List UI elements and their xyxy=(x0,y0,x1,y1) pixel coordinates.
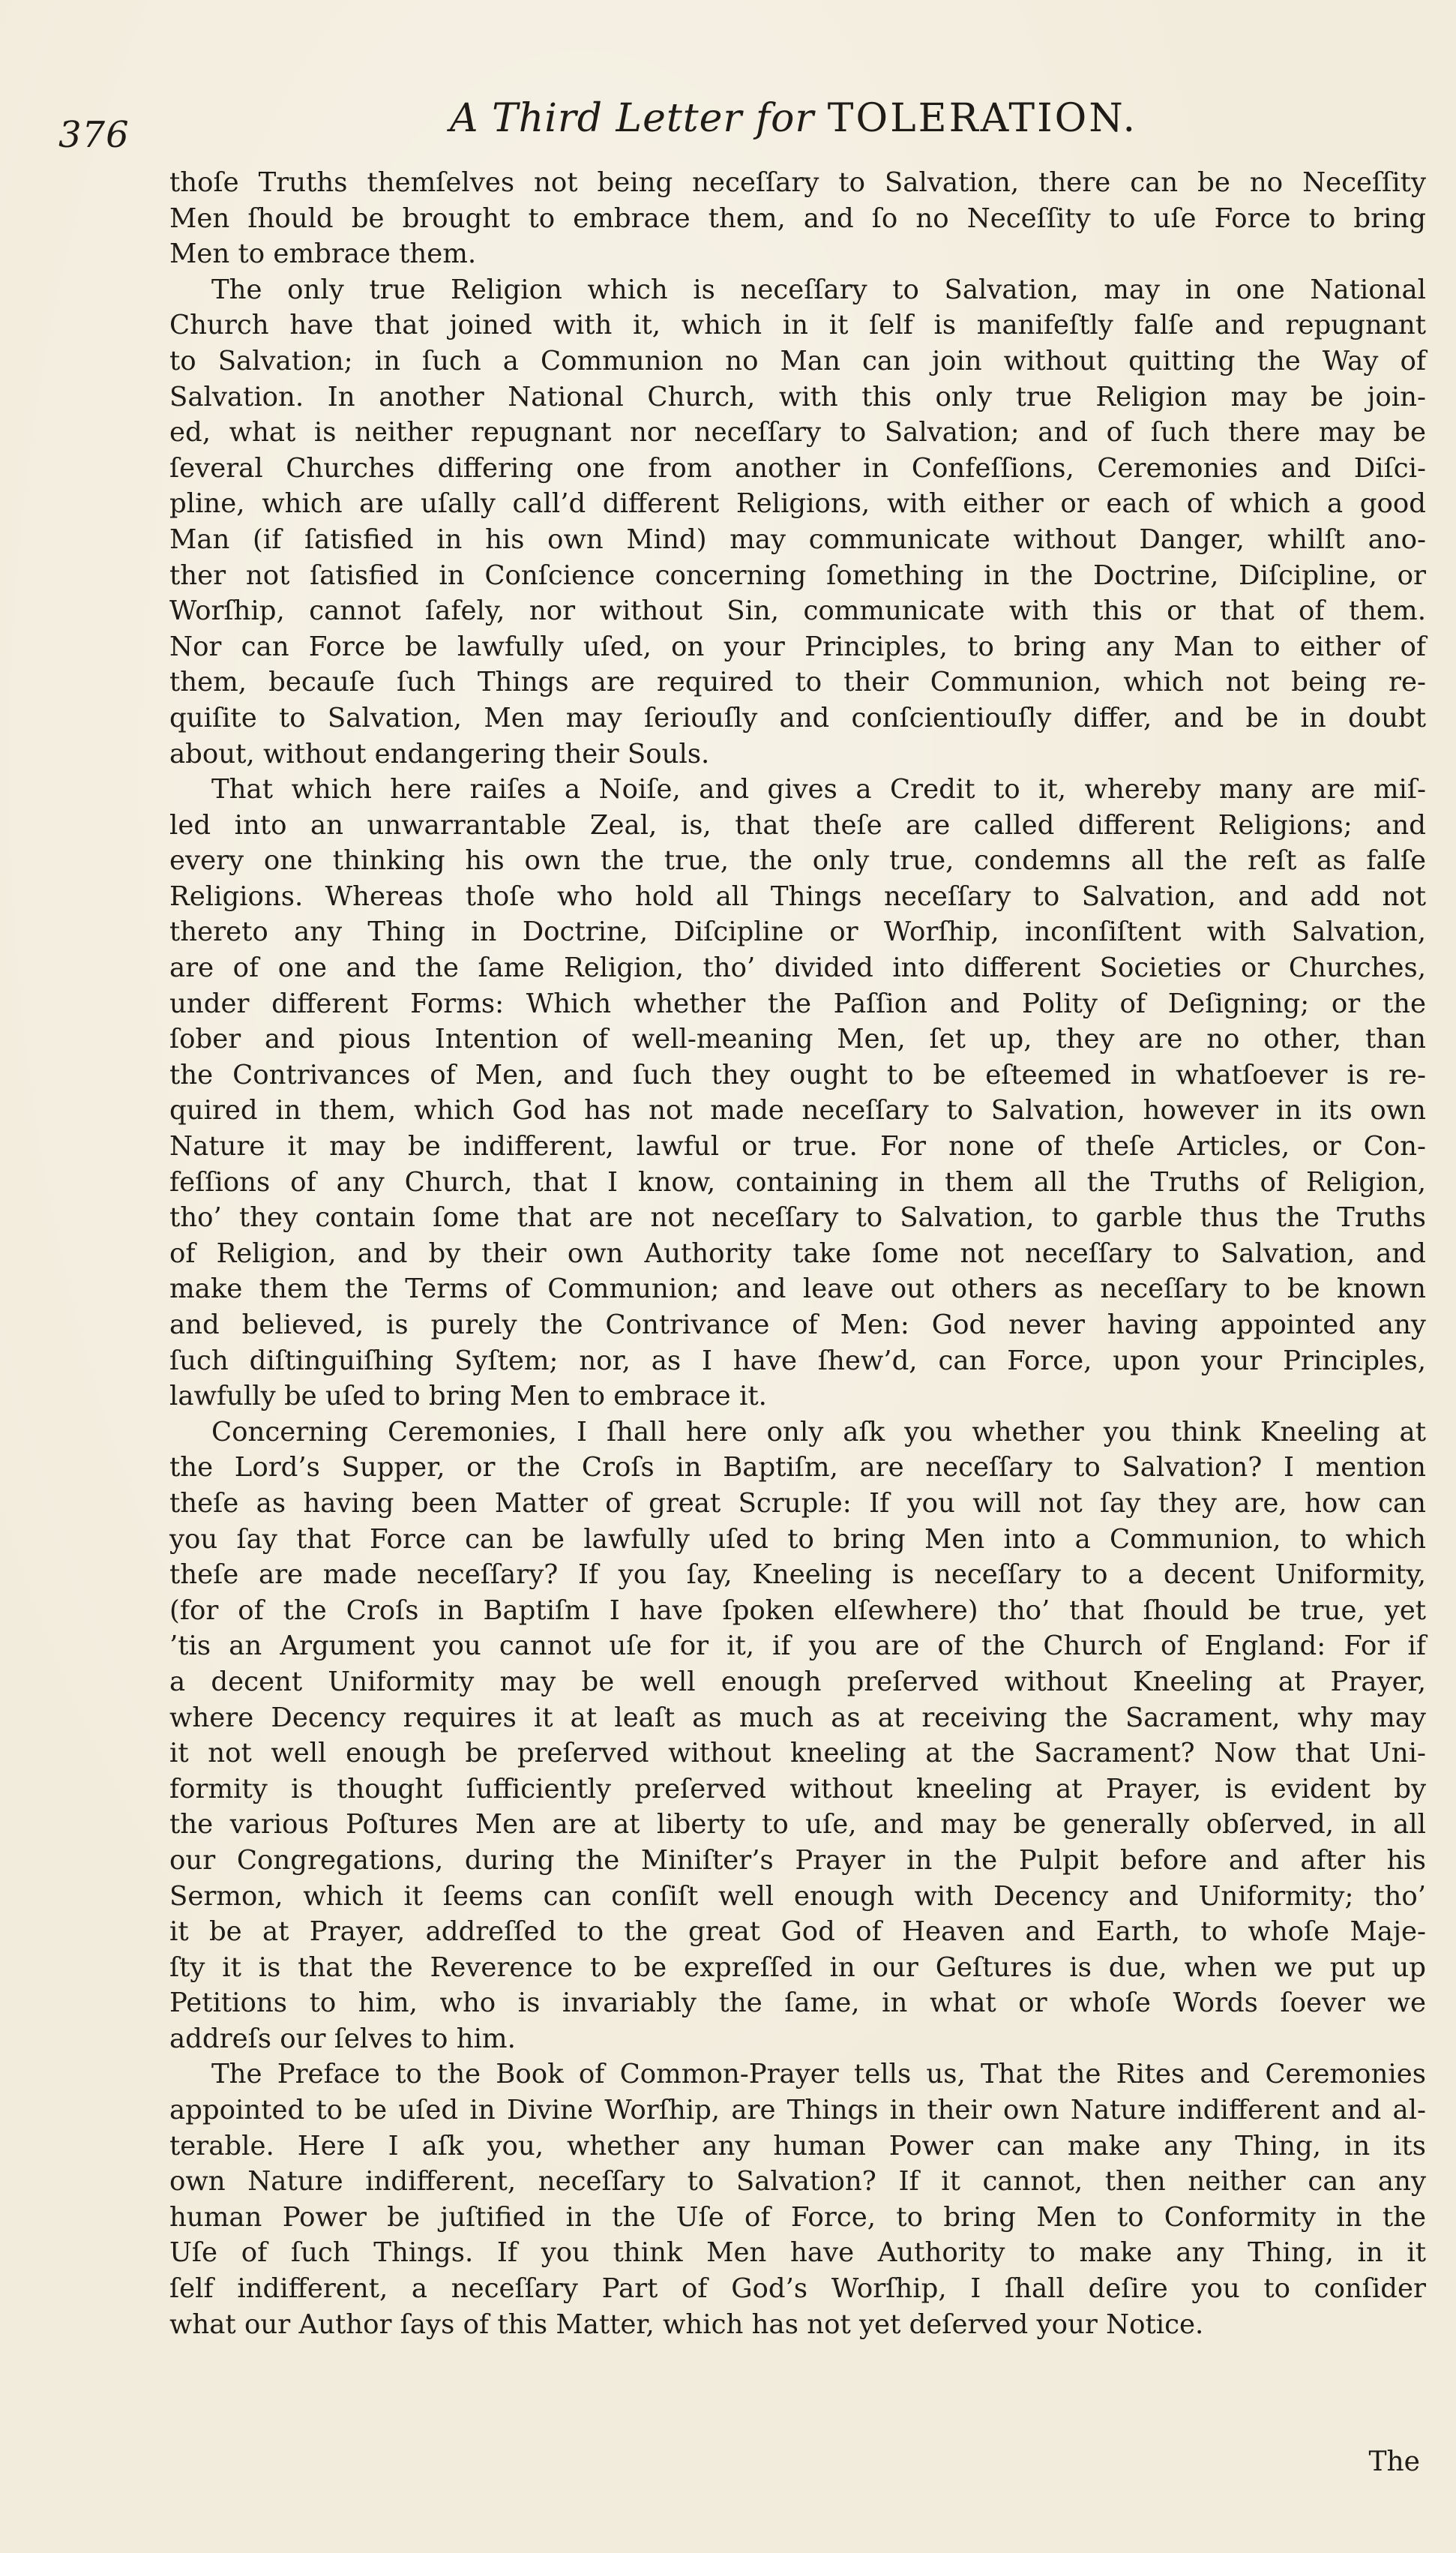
text-line: formity is thought ſufficiently preſerved without kneeling at Prayer, is evident by xyxy=(169,1773,1426,1804)
text-line: and believed, is purely the Contrivance of Men: God never having appointed any xyxy=(169,1310,1426,1340)
body-text xyxy=(169,165,1426,2342)
text-line: human Power be juſtified in the Uſe of Force, to bring Men to Conformity in the xyxy=(169,2201,1426,2233)
text-line: led into an unwarrantable Zeal, is, that theſe are called different Religions; and xyxy=(169,809,1426,841)
text-line: Men to embrace them. xyxy=(169,238,477,270)
text-line: theſe are made neceſſary? If you ſay, Kneeling is neceſſary to a decent Uniformity, xyxy=(169,1559,1426,1591)
text-line: addreſs our ſelves to him. xyxy=(169,2023,516,2054)
text-line: what our Author ſays of this Matter, which has not yet deſerved your Notice. xyxy=(169,2308,1204,2340)
text-line: ’tis an Argument you cannot uſe for it, if you are of the Church of England: For if xyxy=(169,1630,1426,1662)
text-line: make them the Terms of Communion; and leave out others as neceſſary to be known xyxy=(169,1274,1426,1305)
text-line: pline, which are uſally call’d different Religions, with either or each of which a good xyxy=(169,488,1426,520)
running-head-caps: TOLERATION. xyxy=(827,96,1137,141)
text-line: appointed to be uſed in Divine Worſhip, are Things in their own Nature indifferent and al- xyxy=(169,2095,1426,2126)
text-line: every one thinking his own the true, the only true, condemns all the reſt as falſe xyxy=(169,845,1426,877)
text-line: quired in them, which God has not made neceſſary to Salvation, however in its own xyxy=(169,1095,1426,1126)
text-line: the Lord’s Supper, or the Croſs in Baptiſm, are neceſſary to Salvation? I mention xyxy=(169,1452,1426,1484)
text-line: Salvation. In another National Church, with this only true Religion may be join- xyxy=(169,381,1426,412)
text-line: The only true Religion which is neceſſary to Salvation, may in one National xyxy=(211,274,1426,305)
text-line: own Nature indifferent, neceſſary to Salvation? If it cannot, then neither can any xyxy=(169,2166,1426,2198)
text-line: The Preface to the Book of Common-Prayer tells us, That the Rites and Ceremonies xyxy=(211,2059,1426,2090)
text-line: lawfully be uſed to bring Men to embrace it. xyxy=(169,1381,767,1412)
text-line: feſſions of any Church, that I know, containing in them all the Truths of Religion, xyxy=(169,1166,1426,1198)
text-line: thoſe Truths themſelves not being neceſſary to Salvation, there can be no Neceſſity xyxy=(169,167,1426,198)
text-line: are of one and the ſame Religion, tho’ divided into different Societies or Churches, xyxy=(169,952,1426,984)
text-line: it not well enough be preſerved without kneeling at the Sacrament? Now that Uni- xyxy=(169,1738,1426,1769)
text-line: Church have that joined with it, which in it ſelf is manifeſtly falſe and repugnant xyxy=(169,310,1426,341)
running-head-title: A Third Letter for xyxy=(450,96,828,141)
text-line: quiſite to Salvation, Men may ſeriouſly and conſcientiouſly differ, and be in doubt xyxy=(169,702,1426,734)
text-line: the various Poſtures Men are at liberty to uſe, and may be generally obſerved, in all xyxy=(169,1809,1426,1840)
text-line: ther not ſatisfied in Conſcience concerning ſomething in the Doctrine, Diſcipline, or xyxy=(169,560,1426,591)
text-line: tho’ they contain ſome that are not neceſſary to Salvation, to garble thus the Truths xyxy=(169,1202,1426,1234)
text-line: ſober and pious Intention of well-meaning Men, ſet up, they are no other, than xyxy=(169,1024,1426,1055)
text-line: ſelf indifferent, a neceſſary Part of God’s Worſhip, I ſhall deſire you to conſider xyxy=(169,2273,1426,2305)
text-line: our Congregations, during the Miniſter’s Prayer in the Pulpit before and after his xyxy=(169,1844,1426,1876)
text-line: you ſay that Force can be lawfully uſed to bring Men into a Communion, to which xyxy=(169,1523,1426,1555)
text-line: theſe as having been Matter of great Scruple: If you will not ſay they are, how can xyxy=(169,1487,1426,1519)
running-head xyxy=(450,96,1137,141)
text-line: where Decency requires it at leaſt as much as at receiving the Sacrament, why may xyxy=(169,1702,1426,1733)
text-line: Nature it may be indifferent, lawful or true. For none of theſe Articles, or Con- xyxy=(169,1131,1426,1162)
text-line: ſeveral Churches differing one from another in Confeſſions, Ceremonies and Diſci- xyxy=(169,452,1426,484)
text-line: Uſe of ſuch Things. If you think Men have Authority to make any Thing, in it xyxy=(169,2237,1426,2269)
catchword: The xyxy=(1368,2446,1420,2477)
text-line: terable. Here I aſk you, whether any human Power can make any Thing, in its xyxy=(169,2130,1426,2162)
text-line: Petitions to him, who is invariably the ſame, in what or whoſe Words ſoever we xyxy=(169,1988,1426,2019)
text-line: ſty it is that the Reverence to be expreſſed in our Geſtures is due, when we put up xyxy=(169,1952,1426,1983)
text-line: (for of the Croſs in Baptiſm I have ſpoken elſewhere) tho’ that ſhould be true, yet xyxy=(169,1594,1426,1626)
text-line: Religions. Whereas thoſe who hold all Things neceſſary to Salvation, and add not xyxy=(169,880,1426,912)
text-line: ed, what is neither repugnant nor neceſſary to Salvation; and of ſuch there may be xyxy=(169,417,1426,448)
text-line: Nor can Force be lawfully uſed, on your Principles, to bring any Man to either of xyxy=(169,631,1426,662)
text-line: them, becauſe ſuch Things are required to their Communion, which not being re- xyxy=(169,667,1426,698)
text-line: the Contrivances of Men, and ſuch they ought to be eſteemed in whatſoever is re- xyxy=(169,1059,1426,1090)
text-line: to Salvation; in ſuch a Communion no Man can join without quitting the Way of xyxy=(169,345,1426,376)
text-line: thereto any Thing in Doctrine, Diſcipline or Worſhip, inconſiſtent with Salvation, xyxy=(169,916,1426,948)
text-line: about, without endangering their Souls. xyxy=(169,738,710,770)
text-line: ſuch diſtinguiſhing Syſtem; nor, as I have ſhew’d, can Force, upon your Principles, xyxy=(169,1345,1426,1376)
text-line: Man (if ſatisfied in his own Mind) may communicate without Danger, whilſt ano- xyxy=(169,524,1426,555)
text-line: That which here raiſes a Noiſe, and gives a Credit to it, whereby many are miſ- xyxy=(211,774,1426,806)
text-line: of Religion, and by their own Authority take ſome not neceſſary to Salvation, and xyxy=(169,1238,1426,1269)
text-line: Concerning Ceremonies, I ſhall here only aſk you whether you think Kneeling at xyxy=(211,1416,1426,1448)
text-line: Sermon, which it ſeems can conſiſt well enough with Decency and Uniformity; tho’ xyxy=(169,1880,1426,1912)
text-line: Worſhip, cannot ſafely, nor without Sin, communicate with this or that of them. xyxy=(169,596,1426,627)
text-line: Men ſhould be brought to embrace them, and ſo no Neceſſity to uſe Force to bring xyxy=(169,202,1426,234)
page-number: 376 xyxy=(58,114,130,156)
text-line: under different Forms: Which whether the Paſſion and Polity of Deſigning; or the xyxy=(169,988,1426,1019)
text-line: it be at Prayer, addreſſed to the great God of Heaven and Earth, to whoſe Maje- xyxy=(169,1916,1426,1948)
text-line: a decent Uniformity may be well enough preſerved without Kneeling at Prayer, xyxy=(169,1666,1426,1697)
